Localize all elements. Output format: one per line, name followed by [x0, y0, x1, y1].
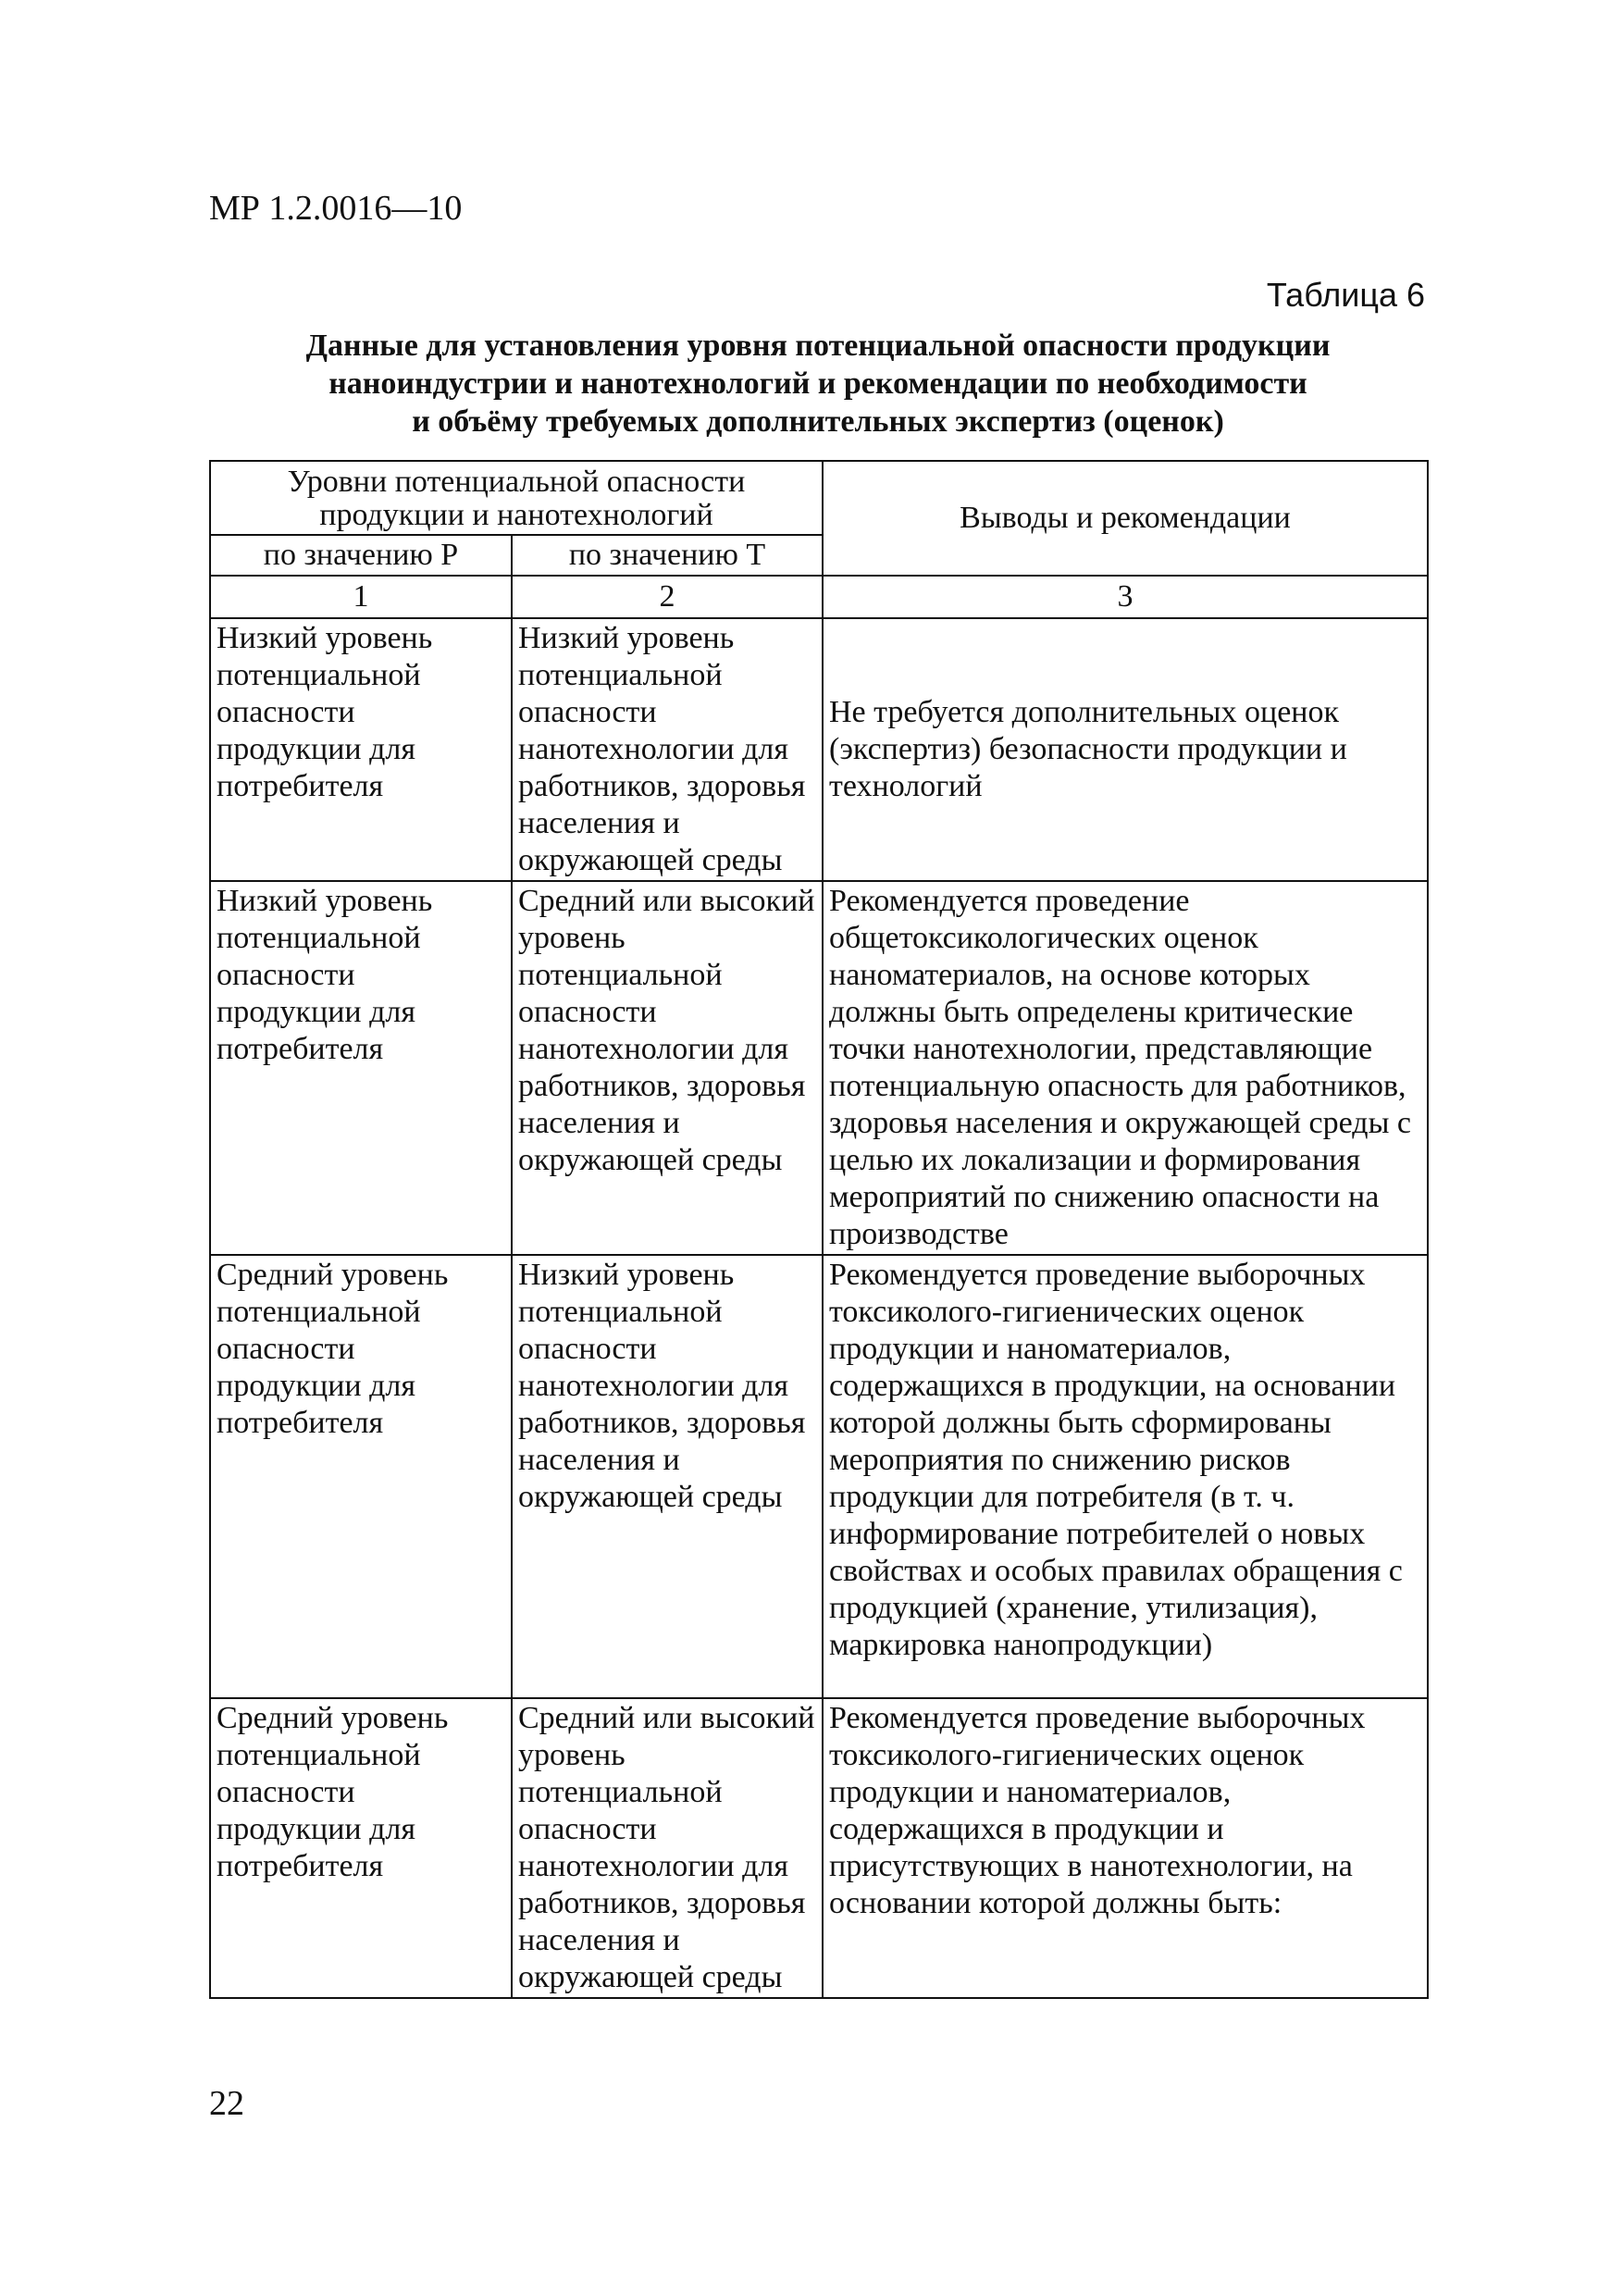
cell-t-level: Средний или высокий уровень потенциальной опасности нанотехнологии для работников, здоровья населения и окружающей среды: [512, 1698, 823, 1998]
table-label: Таблица 6: [1266, 276, 1425, 314]
header-conclusions: Выводы и рекомендации: [823, 461, 1428, 576]
table-row: [210, 1255, 1428, 1698]
cell-t-level: Средний или высокий уровень потенциальной опасности нанотехнологии для работников, здоровья населения и окружающей среды: [512, 881, 823, 1255]
cell-t-level: Низкий уровень потенциальной опасности нанотехнологии для работников, здоровья населения и окружающей среды: [512, 1255, 823, 1698]
table-row: [210, 881, 1428, 1255]
cell-conclusion: Не требуется дополнительных оценок (экспертиз) безопасности продукции и технологий: [823, 618, 1428, 881]
page-number: 22: [209, 2084, 244, 2123]
header-by-p-value: по значению Р: [210, 535, 512, 576]
column-number-row: [210, 576, 1428, 618]
cell-p-level: Средний уровень потенциальной опасности продукции для потребителя: [210, 1255, 512, 1698]
cell-p-level: Средний уровень потенциальной опасности продукции для потребителя: [210, 1698, 512, 1998]
header-by-t-value: по значению Т: [512, 535, 823, 576]
column-number: 1: [210, 576, 512, 618]
cell-p-level: Низкий уровень потенциальной опасности продукции для потребителя: [210, 618, 512, 881]
table-row: [210, 1698, 1428, 1998]
table-row: [210, 618, 1428, 881]
table-caption-line: и объёму требуемых дополнительных экспертиз (оценок): [412, 404, 1224, 439]
cell-conclusion: Рекомендуется проведение выборочных токсиколого-гигиенических оценок продукции и наноматериалов, содержащихся в продукции и присутствующих в нанотехнологии, на основании которой должны быть:: [823, 1698, 1428, 1998]
column-number: 2: [512, 576, 823, 618]
cell-t-level: Низкий уровень потенциальной опасности нанотехнологии для работников, здоровья населения и окружающей среды: [512, 618, 823, 881]
table-caption-line: Данные для установления уровня потенциальной опасности продукции: [305, 329, 1331, 363]
table-header-row: [210, 461, 1428, 535]
hazard-level-table: [209, 460, 1429, 1999]
table-caption: [209, 327, 1427, 441]
column-number: 3: [823, 576, 1428, 618]
cell-p-level: Низкий уровень потенциальной опасности продукции для потребителя: [210, 881, 512, 1255]
cell-conclusion: Рекомендуется проведение общетоксикологических оценок наноматериалов, на основе которых должны быть определены критические точки нанотехнологии, представляющие потенциальную опасность для работников, здоровья населения и окружающей среды с целью их локализации и формирования мероприятий по снижению опасности на производстве: [823, 881, 1428, 1255]
cell-conclusion: Рекомендуется проведение выборочных токсиколого-гигиенических оценок продукции и наноматериалов, содержащихся в продукции, на основании которой должны быть сформированы мероприятия по снижению рисков продукции для потребителя (в т. ч. информирование потребителей о новых свойствах и особых правилах обращения с продукцией (хранение, утилизация), маркировка нанопродукции): [823, 1255, 1428, 1698]
header-hazard-levels: Уровни потенциальной опасности продукции и нанотехнологий: [210, 461, 823, 535]
document-code: МР 1.2.0016—10: [209, 189, 463, 228]
table-caption-line: наноиндустрии и нанотехнологий и рекомендации по необходимости: [328, 366, 1307, 401]
